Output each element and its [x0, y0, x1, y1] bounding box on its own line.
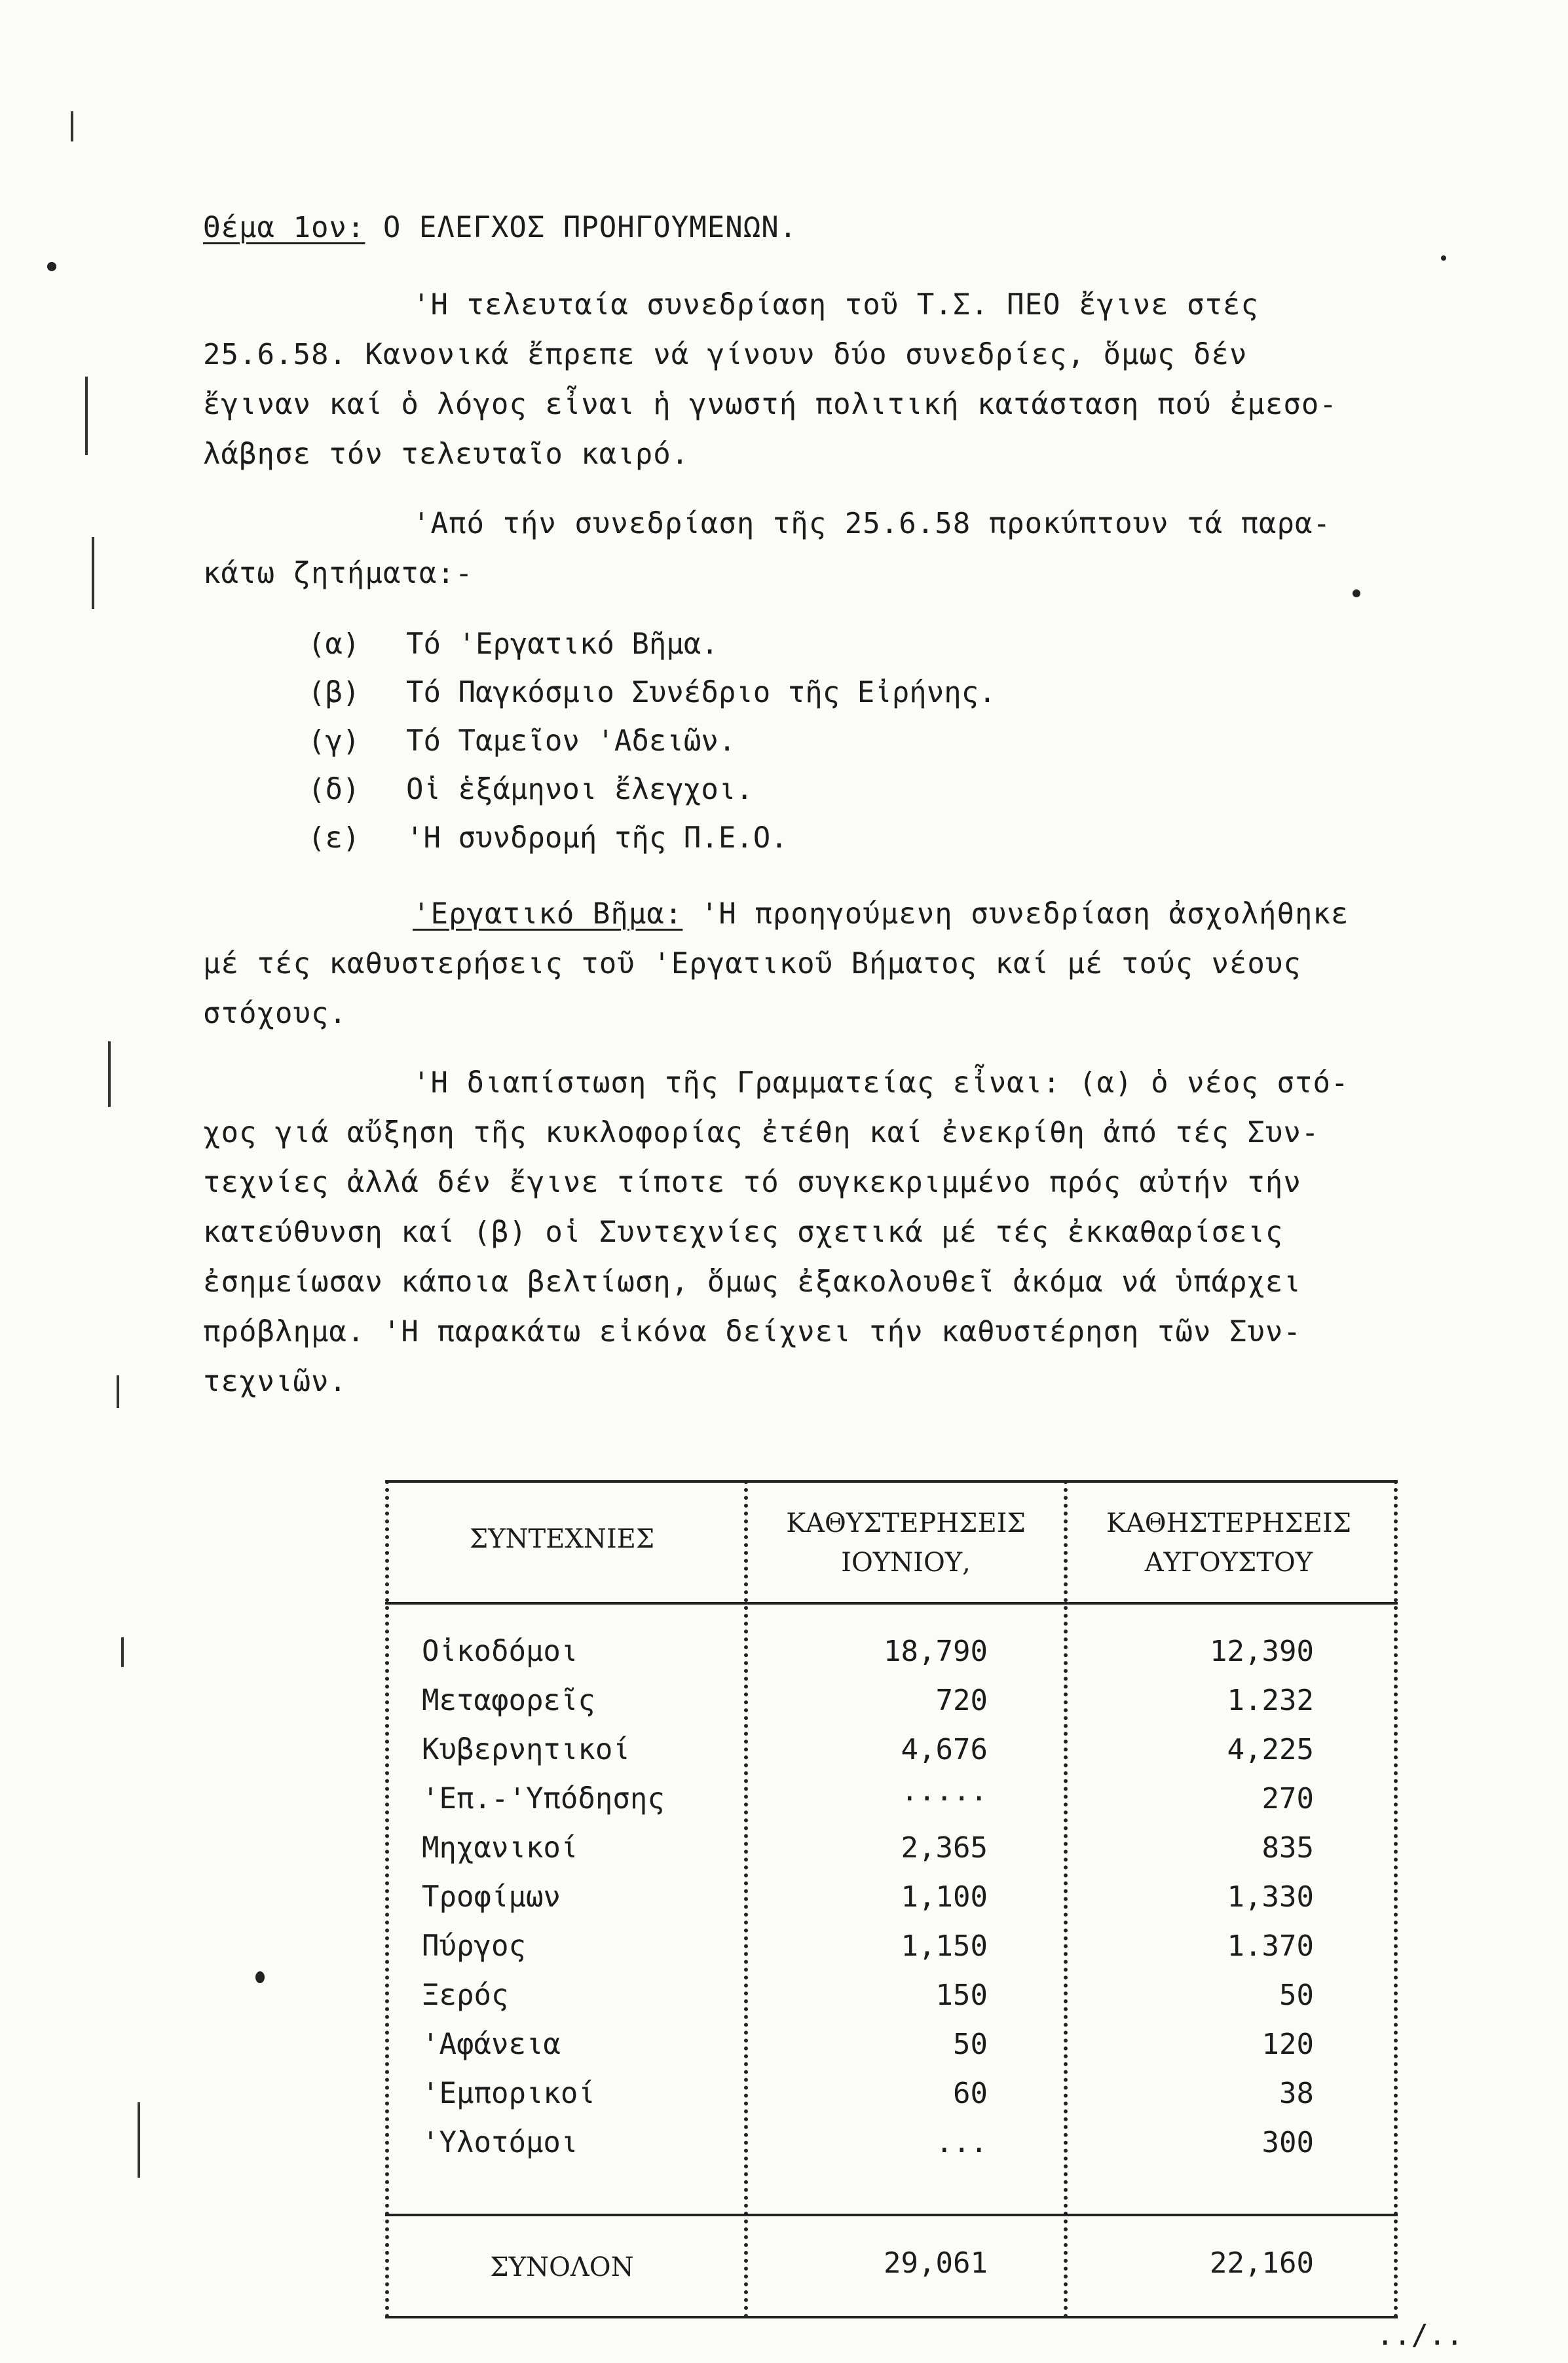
- list-item-label: (ε): [308, 821, 360, 855]
- paragraph-line: τεχνίες ἀλλά δέν ἔγινε τίποτε τό συγκεκριμμένο πρός αὐτήν τήν: [203, 1166, 1301, 1199]
- ink-speck: [47, 262, 56, 271]
- row-june: 2,365: [901, 1831, 988, 1865]
- margin-mark: [121, 1637, 124, 1667]
- heading-label: Θέμα 1ον:: [203, 211, 365, 244]
- list-item-label: (α): [308, 627, 360, 661]
- table-border-right: [1394, 1480, 1398, 2318]
- header-august-line1: ΚΑΘΗΣΤΕΡΗΣΕΙΣ: [1106, 1508, 1351, 1538]
- row-june: 720: [935, 1684, 988, 1717]
- list-item: [308, 676, 996, 709]
- row-august: 1.232: [1227, 1684, 1314, 1717]
- header-june: [752, 1504, 1060, 1582]
- paragraph-line: κατεύθυνση καί (β) οἱ Συντεχνίες σχετικά μέ τές ἐκκαθαρίσεις: [203, 1216, 1284, 1249]
- paragraph-line: ἔγιναν καί ὁ λόγος εἶναι ἡ γνωστή πολιτική κατάσταση πού ἐμεσο-: [203, 388, 1337, 421]
- row-august: 835: [1261, 1831, 1314, 1865]
- row-name: Ξερός: [422, 1979, 509, 2012]
- row-august: 300: [1261, 2126, 1314, 2159]
- row-august: 1.370: [1227, 1929, 1314, 1963]
- list-item: [308, 821, 788, 855]
- row-june: 150: [935, 1979, 988, 2012]
- list-item-text: Οἱ ἑξάμηνοι ἔλεγχοι.: [406, 773, 753, 806]
- section-first-line: [413, 897, 1349, 931]
- table-rule-body-end: [385, 2214, 1398, 2216]
- row-august: 120: [1261, 2028, 1314, 2061]
- table-divider-1: [744, 1480, 748, 2318]
- margin-mark: [108, 1041, 111, 1107]
- continuation-mark: ../..: [1376, 2318, 1463, 2352]
- paragraph-line: λάβησε τόν τελευταῖο καιρό.: [203, 437, 690, 471]
- header-june-line2: ΙΟΥΝΙΟΥ,: [841, 1548, 971, 1578]
- list-item-text: Τό Ταμεῖον 'Αδειῶν.: [406, 724, 736, 758]
- list-item-text: Τό Παγκόσμιο Συνέδριο τῆς Εἰρήνης.: [406, 676, 996, 709]
- ink-speck: [255, 1971, 265, 1983]
- row-name: 'Υλοτόμοι: [422, 2126, 578, 2159]
- total-august: 22,160: [1210, 2246, 1314, 2280]
- row-name: Τροφίμων: [422, 1880, 561, 1914]
- section-title: 'Εργατικό Βῆμα:: [413, 897, 683, 931]
- row-name: Πύργος: [422, 1929, 526, 1963]
- table-border-left: [385, 1480, 389, 2318]
- paragraph-line: 25.6.58. Κανονικά ἔπρεπε νά γίνουν δύο συνεδρίες, ὅμως δέν: [203, 338, 1248, 371]
- margin-mark: [138, 2102, 140, 2178]
- list-item-text: Τό 'Εργατικό Βῆμα.: [406, 627, 719, 661]
- paragraph-line: πρόβλημα. 'Η παρακάτω εἰκόνα δείχνει τήν καθυστέρηση τῶν Συν-: [203, 1315, 1301, 1349]
- header-august-line2: ΑΥΓΟΥΣΤΟΥ: [1144, 1548, 1313, 1578]
- delays-table: [385, 1480, 1398, 2325]
- list-item-text: 'Η συνδρομή τῆς Π.Ε.Ο.: [406, 821, 788, 855]
- table-divider-2: [1064, 1480, 1068, 2318]
- total-june: 29,061: [884, 2246, 988, 2280]
- paragraph-line: μέ τές καθυστερήσεις τοῦ 'Εργατικοῦ Βήματος καί μέ τούς νέους: [203, 947, 1301, 980]
- table-rule-bottom: [385, 2316, 1398, 2318]
- list-item: [308, 627, 719, 661]
- row-june: ·····: [901, 1782, 988, 1815]
- row-june: 4,676: [901, 1733, 988, 1766]
- table-rule-header: [385, 1602, 1398, 1605]
- paragraph-line: χος γιά αὔξηση τῆς κυκλοφορίας ἐτέθη καί ἐνεκρίθη ἀπό τές Συν-: [203, 1116, 1320, 1149]
- margin-mark: [117, 1375, 119, 1408]
- ink-speck: [1441, 255, 1446, 261]
- row-august: 50: [1279, 1979, 1314, 2012]
- section-text: 'Η προηγούμενη συνεδρίαση ἀσχολήθηκε: [700, 897, 1349, 931]
- header-june-line1: ΚΑΘΥΣΤΕΡΗΣΕΙΣ: [786, 1508, 1026, 1538]
- heading-title: Ο ΕΛΕΓΧΟΣ ΠΡΟΗΓΟΥΜΕΝΩΝ.: [383, 211, 798, 244]
- row-august: 270: [1261, 1782, 1314, 1815]
- row-name: Μεταφορεῖς: [422, 1684, 595, 1717]
- header-syntechnies: ΣΥΝΤΕΧΝΙΕΣ: [469, 1524, 655, 1554]
- row-june: 18,790: [884, 1635, 988, 1668]
- row-name: 'Εμπορικοί: [422, 2077, 595, 2110]
- list-item-label: (δ): [308, 773, 360, 806]
- list-item-label: (γ): [308, 724, 360, 758]
- row-august: 4,225: [1227, 1733, 1314, 1766]
- list-item: [308, 773, 753, 806]
- row-name: Μηχανικοί: [422, 1831, 578, 1865]
- list-item: [308, 724, 736, 758]
- page-heading: [203, 211, 797, 244]
- paragraph-line: 'Η διαπίστωση τῆς Γραμματείας εἶναι: (α) ὁ νέος στό-: [413, 1066, 1349, 1100]
- row-name: 'Αφάνεια: [422, 2028, 561, 2061]
- row-june: 1,150: [901, 1929, 988, 1963]
- row-june: ...: [935, 2126, 988, 2159]
- header-august: [1072, 1504, 1386, 1582]
- margin-mark: [71, 111, 73, 141]
- row-august: 1,330: [1227, 1880, 1314, 1914]
- paragraph-line: 'Από τήν συνεδρίαση τῆς 25.6.58 προκύπτουν τά παρα-: [413, 507, 1332, 540]
- paragraph-line: κάτω ζητήματα:-: [203, 557, 474, 590]
- row-august: 12,390: [1210, 1635, 1314, 1668]
- ink-speck: [1353, 589, 1360, 597]
- row-june: 50: [953, 2028, 988, 2061]
- row-name: 'Επ.-'Υπόδησης: [422, 1782, 665, 1815]
- row-june: 60: [953, 2077, 988, 2110]
- row-name: Κυβερνητικοί: [422, 1733, 630, 1766]
- paragraph-line: στόχους.: [203, 997, 347, 1030]
- row-august: 38: [1279, 2077, 1314, 2110]
- margin-mark: [92, 537, 94, 609]
- paragraph-line: τεχνιῶν.: [203, 1365, 347, 1398]
- list-item-label: (β): [308, 676, 360, 709]
- paragraph-line: ἐσημείωσαν κάποια βελτίωση, ὅμως ἐξακολουθεῖ ἀκόμα νά ὑπάρχει: [203, 1265, 1301, 1299]
- row-name: Οἰκοδόμοι: [422, 1635, 578, 1668]
- table-rule-top: [385, 1480, 1398, 1483]
- paragraph-line: 'Η τελευταία συνεδρίαση τοῦ Τ.Σ. ΠΕΟ ἔγινε στές: [413, 288, 1260, 322]
- total-label: ΣΥΝΟΛΟΝ: [490, 2252, 634, 2282]
- row-june: 1,100: [901, 1880, 988, 1914]
- margin-mark: [85, 377, 88, 455]
